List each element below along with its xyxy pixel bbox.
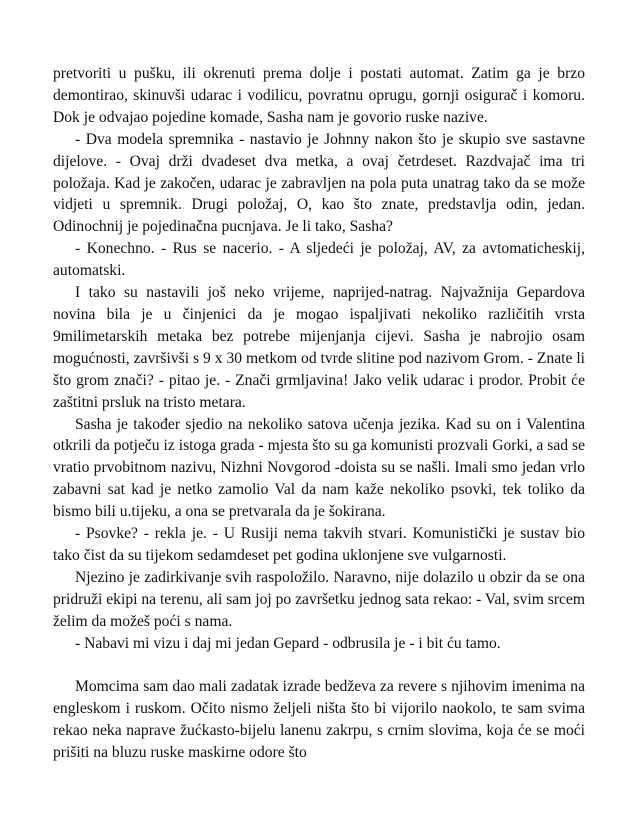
paragraph-9: Momcima sam dao mali zadatak izrade bedževa za revere s njihovim imenima na engleskom i ruskom. Očito nismo željeli ništa što bi vijorilo naokolo, te sam svima rekao neka naprave žućkasto-bijelu lanenu zakrpu, s crnim slovima, koja će se moći prišiti na bluzu ruske maskirne odore što	[53, 678, 585, 762]
paragraph-6: - Psovke? - rekla je. - U Rusiji nema takvih stvari. Komunistički je sustav bio tako čist da su tijekom sedamdeset pet godina uklonjene sve vulgarnosti.	[53, 525, 585, 564]
paragraph-4: I tako su nastavili još neko vrijeme, naprijed-natrag. Najvažnija Gepardova novina bila je u činjenici da je mogao ispaljivati nekoliko različitih vrsta 9milimetarskih metaka bez potrebe mijenjanja cijevi. Sasha je nabrojio osam mogućnosti, završivši s 9 x 30 metkom od tvrde slitine pod nazivom Grom. - Znate li što grom znači? - pitao je. - Znači grmljavina! Jako velik udarac i prodor. Probit će zaštitni prsluk na tristo metara.	[53, 284, 585, 411]
paragraph-5: Sasha je također sjedio na nekoliko satova učenja jezika. Kad su on i Valentina otkrili da potječu iz istoga grada - mjesta što su ga komunisti prozvali Gorki, a sad se vratio prvobitnom nazivu, Nizhni Novgorod -doista su se našli. Imali smo jedan vrlo zabavni sat kad je netko zamolio Val da nam kaže nekoliko psovki, tek toliko da bismo bili u.tijeku, a ona se pretvarala da je šokirana.	[53, 415, 585, 521]
paragraph-2: - Dva modela spremnika - nastavio je Johnny nakon što je skupio sve sastavne dijelove. - Ovaj drži dvadeset dva metka, a ovaj četrdeset. Razdvajač ima tri položaja. Kad je zakočen, udarac je zabravljen na pola puta unatrag tako da se može vidjeti u spremnik. Drugi položaj, O, kao što znate, predstavlja odin, jedan. Odinochnij je pojedinačna pucnjava. Je li tako, Sasha?	[53, 130, 585, 236]
paragraph-8: - Nabavi mi vizu i daj mi jedan Gepard - odbrusila je - i bit ću tamo.	[75, 634, 501, 652]
document-page	[53, 63, 585, 764]
paragraph-3: - Konechno. - Rus se nacerio. - A sljedeći je položaj, AV, za avtomaticheskij, automatski.	[53, 240, 585, 280]
paragraph-1: pretvoriti u pušku, ili okrenuti prema dolje i postati automat. Zatim ga je brzo demontirao, skinuvši udarac i vodilicu, povratnu oprugu, gornji osigurač i komoru. Dok je odvajao pojedine komade, Sasha nam je govorio ruske nazive.	[53, 65, 585, 126]
paragraph-7: Njezino je zadirkivanje svih raspoložilo. Naravno, nije dolazilo u obzir da se ona pridruži ekipi na terenu, ali sam joj po završetku jednog sata rekao: - Val, svim srcem želim da možeš poći s nama.	[53, 568, 585, 630]
